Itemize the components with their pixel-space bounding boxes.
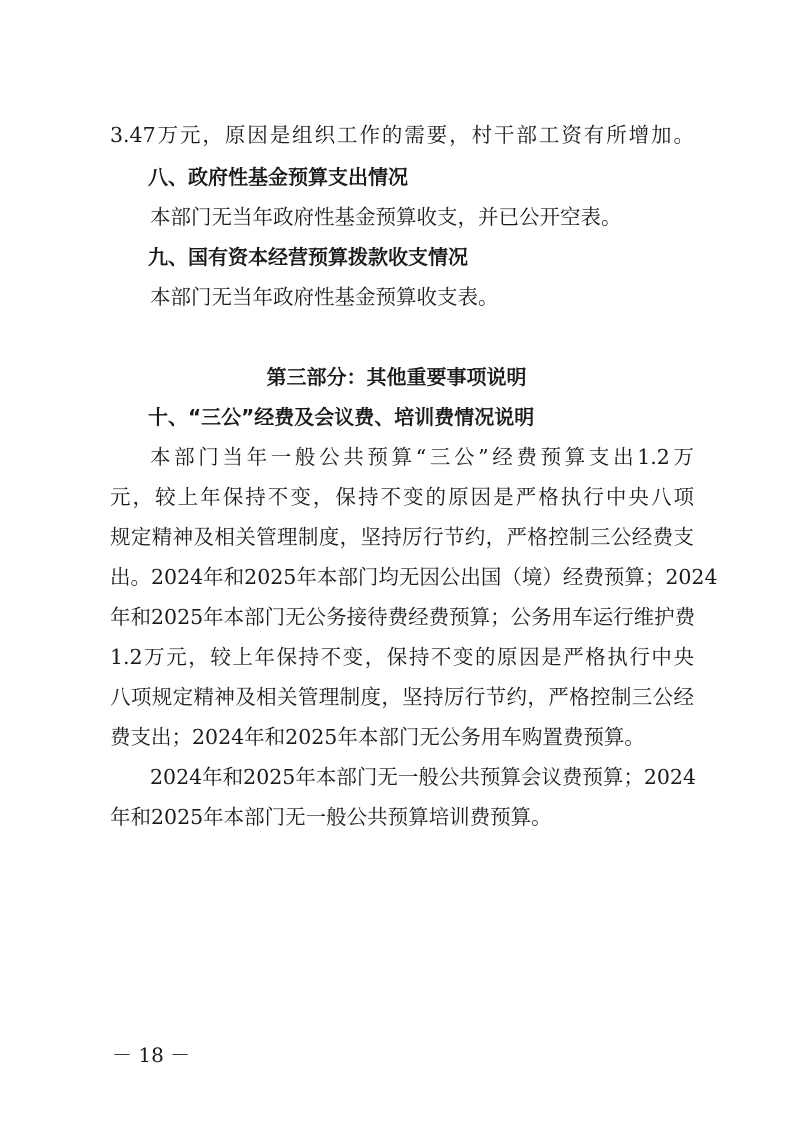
paragraph-line: 年和2025年本部门无公务接待费经费预算；公务用车运行维护费 (110, 605, 696, 629)
section-heading-9: 九、国有资本经营预算拨款收支情况 (148, 245, 468, 269)
page-number: － 18 － (112, 1043, 191, 1067)
body-text-line: 本部门无当年政府性基金预算收支表。 (150, 285, 499, 309)
paragraph-line: 1.2万元，较上年保持不变，保持不变的原因是严格执行中央 (110, 645, 694, 669)
paragraph-line: 出。2024年和2025年本部门均无因公出国（境）经费预算；2024 (110, 565, 718, 589)
paragraph-line: 2024年和2025年本部门无一般公共预算会议费预算；2024 (150, 765, 697, 789)
paragraph-line: 费支出；2024年和2025年本部门无公务用车购置费预算。 (110, 725, 645, 749)
paragraph-line: 年和2025年本部门无一般公共预算培训费预算。 (110, 805, 552, 829)
body-text-line: 本部门无当年政府性基金预算收支，并已公开空表。 (150, 205, 622, 229)
paragraph-line: 元，较上年保持不变，保持不变的原因是严格执行中央八项 (110, 485, 694, 509)
part-title: 第三部分：其他重要事项说明 (266, 365, 527, 389)
body-text-line: 3.47万元，原因是组织工作的需要，村干部工资有所增加。 (110, 123, 694, 147)
paragraph-line: 本部门当年一般公共预算“三公”经费预算支出1.2万 (150, 445, 694, 469)
section-heading-8: 八、政府性基金预算支出情况 (148, 165, 408, 189)
section-heading-10: 十、“三公”经费及会议费、培训费情况说明 (148, 405, 535, 429)
paragraph-line: 八项规定精神及相关管理制度，坚持厉行节约，严格控制三公经 (110, 685, 694, 709)
paragraph-line: 规定精神及相关管理制度，坚持厉行节约，严格控制三公经费支 (110, 525, 694, 549)
